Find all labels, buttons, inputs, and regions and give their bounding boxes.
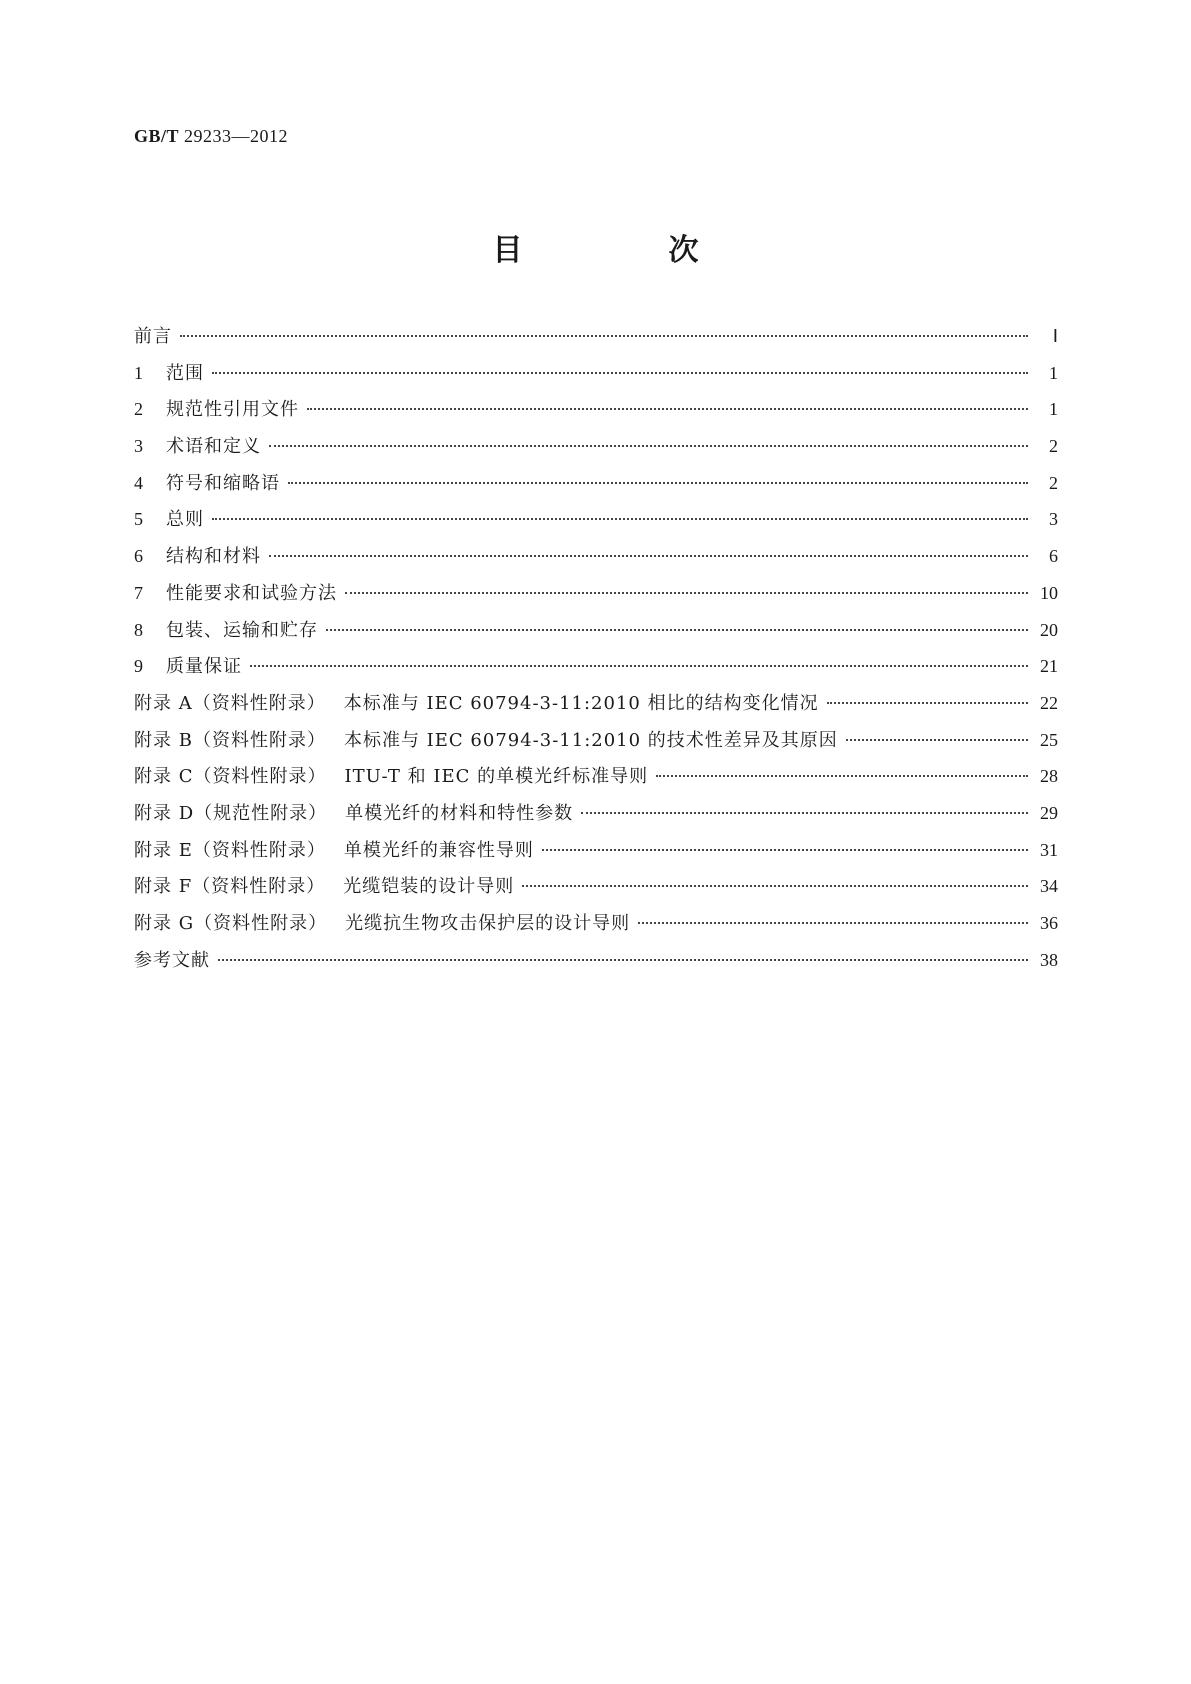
toc-leader-dots [542, 849, 1028, 851]
toc-entry-label: 6 结构和材料 [134, 546, 261, 568]
toc-entry-label: 前言 [134, 326, 172, 347]
toc-entry-title: ITU-T 和 IEC 的单模光纤标准导则 [344, 766, 649, 788]
toc-leader-dots [218, 959, 1028, 961]
toc-entry-title: 本标准与 IEC 60794-3-11:2010 的技术性差异及其原因 [343, 729, 838, 751]
toc-entry-number: 1 [134, 362, 144, 383]
toc-leader-dots [288, 482, 1028, 484]
toc-entry-number: 3 [134, 436, 144, 457]
toc-entry-label: 2 规范性引用文件 [134, 399, 299, 421]
toc-entry-label: 3 术语和定义 [134, 436, 261, 458]
standard-prefix: GB/T [134, 126, 180, 146]
toc-leader-dots [269, 555, 1028, 557]
toc-entry-title: 单模光纤的兼容性导则 [343, 839, 534, 861]
toc-entry-6[interactable] [134, 542, 1058, 579]
toc-entry-label: 附录 D（规范性附录） 单模光纤的材料和特性参数 [134, 802, 574, 824]
toc-entry-annex-b[interactable] [134, 726, 1058, 763]
toc-entry-label: 附录 C（资料性附录） ITU-T 和 IEC 的单模光纤标准导则 [134, 766, 649, 788]
toc-page-number: 2 [1049, 472, 1058, 493]
toc-leader-dots [269, 445, 1028, 447]
toc-page-number: 1 [1049, 362, 1058, 383]
toc-leader-dots [638, 922, 1028, 924]
toc-page-number: 25 [1040, 729, 1058, 750]
toc-entry-annex-d[interactable] [134, 799, 1058, 836]
toc-page-number: 22 [1040, 692, 1058, 713]
toc-entry-title: 光缆抗生物攻击保护层的设计导则 [345, 913, 631, 934]
toc-page-number: 6 [1049, 546, 1058, 567]
toc-leader-dots [212, 518, 1028, 520]
toc-page-number: 29 [1040, 802, 1058, 823]
toc-entry-number: 8 [134, 619, 144, 640]
toc-page-number: 3 [1049, 509, 1058, 530]
toc-entry-label: 5 总则 [134, 509, 204, 531]
toc-entry-label: 附录 G（资料性附录） 光缆抗生物攻击保护层的设计导则 [134, 913, 631, 934]
toc-page-number: 36 [1040, 913, 1058, 933]
toc-entry-title: 单模光纤的材料和特性参数 [345, 802, 574, 824]
toc-page-number: 21 [1040, 656, 1058, 677]
toc-leader-dots [522, 885, 1028, 887]
toc-entry-label: 8 包装、运输和贮存 [134, 619, 318, 641]
toc-entry-label: 附录 A（资料性附录） 本标准与 IEC 60794-3-11:2010 相比的结构变化情况 [134, 692, 819, 714]
toc-entry-label: 附录 F（资料性附录） 光缆铠装的设计导则 [134, 876, 515, 898]
toc-entry-1[interactable] [134, 359, 1058, 396]
toc-entry-8[interactable] [134, 616, 1058, 653]
toc-page-number: 38 [1040, 949, 1058, 970]
toc-entry-number: 7 [134, 582, 144, 603]
toc-entry-number: 5 [134, 509, 144, 530]
toc-entry-annex-c[interactable] [134, 762, 1058, 799]
toc-leader-dots [326, 629, 1028, 631]
toc-page-number: 2 [1049, 436, 1058, 457]
standard-number: 29233—2012 [184, 126, 289, 146]
toc-entry-number: 6 [134, 546, 144, 567]
toc-entry-2[interactable] [134, 395, 1058, 432]
toc-entry-5[interactable] [134, 505, 1058, 542]
toc-entry-bibliography[interactable] [134, 946, 1058, 983]
toc-page-number: 28 [1040, 766, 1058, 787]
toc-leader-dots [212, 372, 1028, 374]
toc-entry-number: 4 [134, 472, 144, 493]
toc-leader-dots [250, 665, 1028, 667]
toc-entry-annex-e[interactable] [134, 836, 1058, 873]
toc-page-number: 10 [1040, 582, 1058, 603]
toc-entry-label: 附录 B（资料性附录） 本标准与 IEC 60794-3-11:2010 的技术性差异及其原因 [134, 729, 838, 751]
toc-entry-annex-g[interactable] [134, 909, 1058, 946]
toc-leader-dots [345, 592, 1028, 594]
toc-entry-label: 附录 E（资料性附录） 单模光纤的兼容性导则 [134, 839, 534, 861]
toc-entry-label: 4 符号和缩略语 [134, 472, 280, 494]
toc-entry-title: 本标准与 IEC 60794-3-11:2010 相比的结构变化情况 [343, 692, 819, 714]
toc-leader-dots [827, 702, 1028, 704]
toc-entry-label: 9 质量保证 [134, 656, 242, 678]
toc-leader-dots [581, 812, 1028, 814]
standard-code [134, 126, 288, 147]
toc-page-number: 31 [1040, 839, 1058, 860]
toc-entry-3[interactable] [134, 432, 1058, 469]
toc-entry-label: 1 范围 [134, 362, 204, 384]
table-of-contents [134, 322, 1058, 982]
toc-entry-title: 光缆铠装的设计导则 [343, 876, 515, 898]
toc-entry-4[interactable] [134, 469, 1058, 506]
toc-entry-annex-a[interactable] [134, 689, 1058, 726]
toc-entry-7[interactable] [134, 579, 1058, 616]
toc-entry-number: 9 [134, 656, 144, 677]
toc-page-number: 1 [1049, 399, 1058, 420]
page-title: 目 次 [492, 233, 757, 268]
toc-entry-annex-f[interactable] [134, 872, 1058, 909]
toc-leader-dots [656, 775, 1028, 777]
toc-entry-number: 2 [134, 399, 144, 420]
toc-page-number: Ⅰ [1052, 326, 1058, 346]
toc-entry-label: 7 性能要求和试验方法 [134, 582, 337, 604]
toc-page-number: 34 [1040, 876, 1058, 897]
toc-leader-dots [307, 408, 1028, 410]
toc-entry-label: 参考文献 [134, 949, 210, 971]
toc-leader-dots [846, 739, 1028, 741]
toc-page-number: 20 [1040, 619, 1058, 640]
toc-leader-dots [180, 335, 1028, 337]
toc-entry-9[interactable] [134, 652, 1058, 689]
toc-entry-preface[interactable] [134, 322, 1058, 359]
